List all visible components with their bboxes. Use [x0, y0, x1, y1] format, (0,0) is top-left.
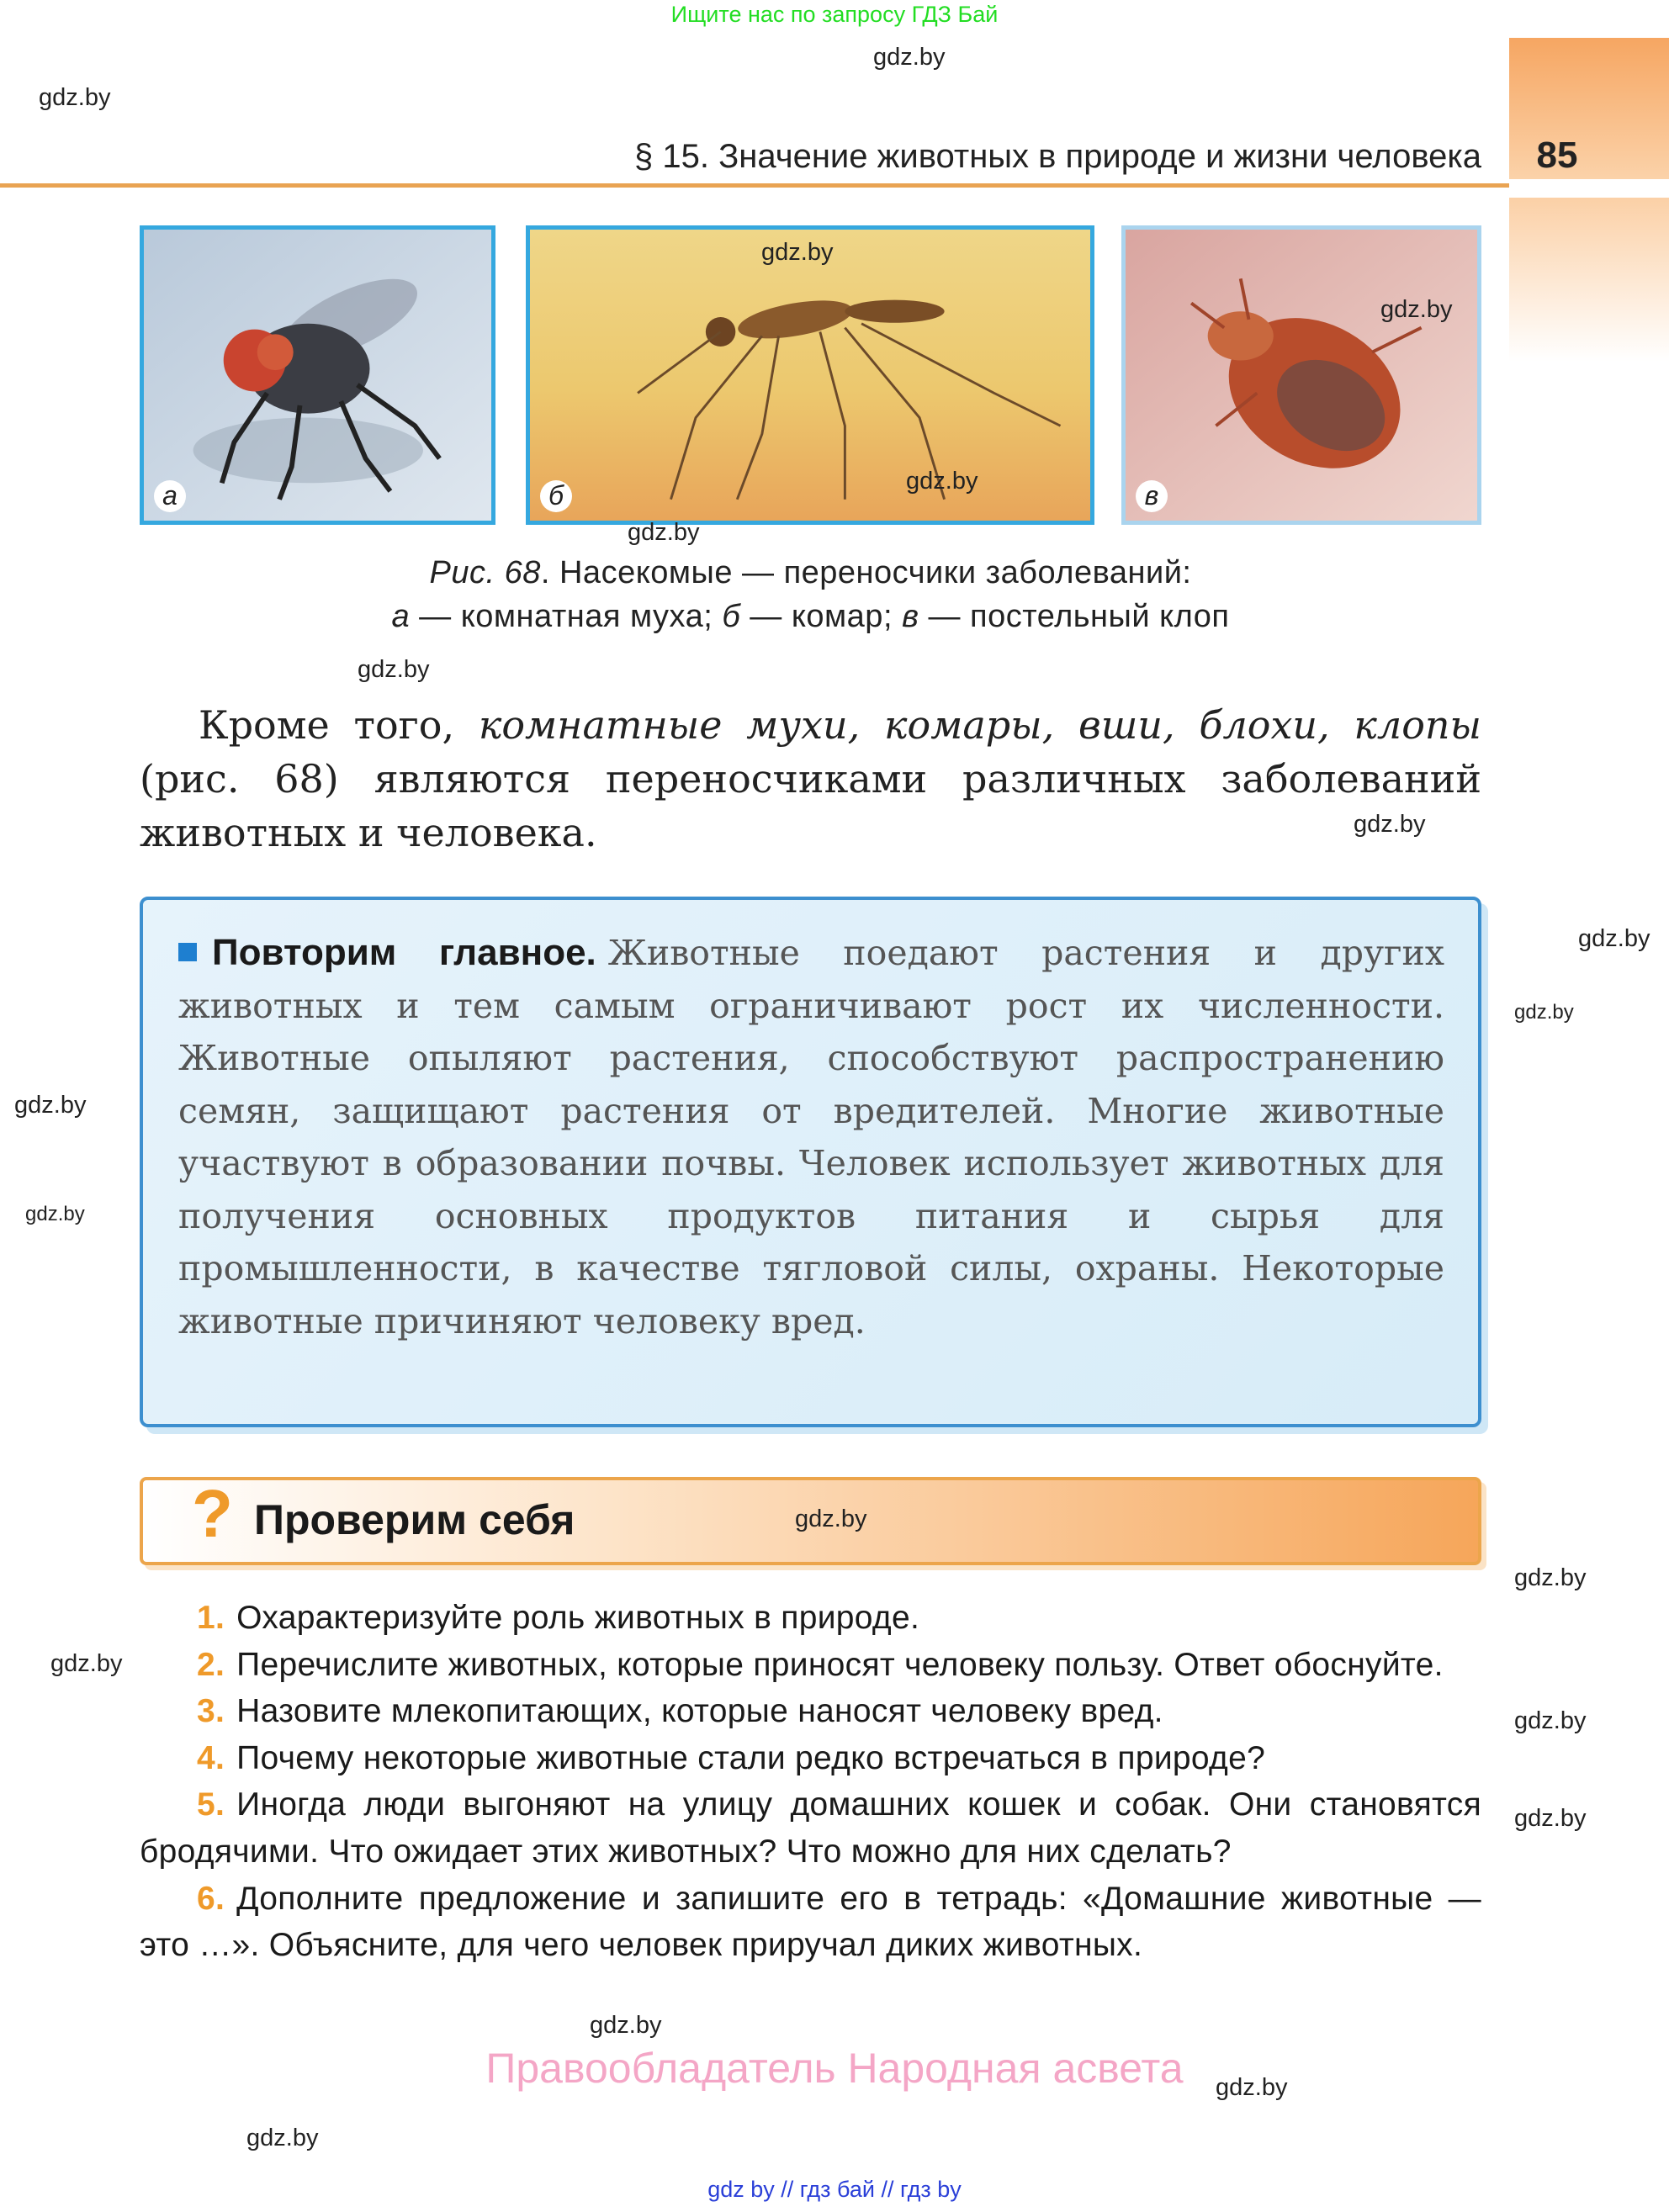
- watermark: gdz.by: [50, 1650, 123, 1677]
- question-number: 5.: [197, 1786, 225, 1823]
- page-number: 85: [1536, 135, 1578, 176]
- watermark: gdz.by: [14, 1092, 87, 1119]
- caption-item: — постельный клоп: [919, 599, 1230, 634]
- paragraph-text: (рис. 68) являются переносчиками различных заболеваний животных и человека.: [140, 756, 1481, 855]
- square-bullet-icon: [178, 943, 197, 961]
- watermark: gdz.by: [1514, 1707, 1587, 1734]
- question-item: [140, 1595, 1481, 1642]
- question-text: Дополните предложение и запишите его в тетрадь: «Домашние животные — это …». Объясните, для чего человек приручал диких животных.: [140, 1880, 1481, 1964]
- figure-label: б: [540, 480, 572, 512]
- question-text: Почему некоторые животные стали редко встречаться в природе?: [236, 1739, 1266, 1776]
- question-number: 1.: [197, 1600, 225, 1636]
- figure-caption-line-1: [140, 555, 1481, 591]
- caption-letter: б: [722, 599, 741, 634]
- search-hint-banner: Ищите нас по запросу ГДЗ Бай: [670, 2, 999, 27]
- question-item: [140, 1781, 1481, 1875]
- watermark: gdz.by: [1514, 1805, 1587, 1832]
- watermark: gdz.by: [1380, 296, 1453, 323]
- question-text: Перечислите животных, которые приносят человеку пользу. Ответ обоснуйте.: [236, 1646, 1444, 1683]
- watermark: gdz.by: [761, 239, 834, 266]
- fly-image: [144, 230, 491, 521]
- caption-item: — комнатная муха;: [410, 599, 723, 634]
- bottom-links[interactable]: gdz by // гдз бай // гдз by: [707, 2177, 962, 2202]
- question-number: 4.: [197, 1739, 225, 1776]
- bedbug-image: [1126, 230, 1477, 521]
- paragraph-text: Кроме того,: [199, 702, 479, 748]
- question-text: Охарактеризуйте роль животных в природе.: [236, 1600, 920, 1636]
- watermark: gdz.by: [906, 468, 978, 495]
- summary-title: Повторим главное.: [212, 932, 596, 973]
- question-item: [140, 1876, 1481, 1969]
- watermark: gdz.by: [1578, 925, 1650, 952]
- watermark: gdz.by: [795, 1506, 867, 1532]
- question-number: 3.: [197, 1693, 225, 1730]
- figure-fly: [140, 225, 495, 525]
- page-tab-fade: [1509, 198, 1669, 362]
- self-check-title: Проверим себя: [254, 1496, 575, 1543]
- question-item: [140, 1642, 1481, 1689]
- question-mark-icon: ?: [192, 1476, 233, 1551]
- watermark: gdz.by: [1216, 2074, 1288, 2101]
- caption-title: . Насекомые — переносчики заболеваний:: [540, 555, 1192, 590]
- watermark: gdz.by: [1514, 1564, 1587, 1591]
- question-number: 2.: [197, 1646, 225, 1683]
- caption-item: — комар;: [740, 599, 903, 634]
- body-paragraph: [140, 698, 1481, 860]
- mosquito-image: [530, 230, 1090, 521]
- question-text: Иногда люди выгоняют на улицу домашних кошек и собак. Они становятся бродячими. Что ожидает этих животных? Что можно для них сделать?: [140, 1786, 1481, 1870]
- watermark: gdz.by: [873, 44, 946, 71]
- figure-label: а: [154, 480, 186, 512]
- question-number: 6.: [197, 1880, 225, 1917]
- section-title: § 15. Значение животных в природе и жизни человека: [634, 138, 1481, 175]
- caption-prefix: Рис. 68: [429, 555, 541, 590]
- watermark: gdz.by: [25, 1203, 85, 1225]
- watermark: gdz.by: [39, 84, 111, 111]
- watermark: gdz.by: [1354, 811, 1426, 838]
- figure-mosquito: [526, 225, 1094, 525]
- figure-label: в: [1136, 480, 1168, 512]
- summary-text: Животные поедают растения и других животных и тем самым ограничивают рост их численности. Животные опыляют растения, способствуют распространению семян, защищают растения от вредителей. Многие животные участвуют в образовании почвы. Человек использует животных для получения основных продуктов питания и сырья для промышленности, в качестве тягловой силы, охраны. Некоторые животные причиняют человеку вред.: [178, 933, 1444, 1341]
- question-list: [140, 1595, 1481, 1969]
- watermark: gdz.by: [246, 2125, 319, 2151]
- caption-letter: а: [391, 599, 411, 634]
- watermark: gdz.by: [590, 2012, 662, 2039]
- caption-letter: в: [902, 599, 919, 634]
- watermark: gdz.by: [1514, 1001, 1574, 1024]
- figure-bedbug: [1121, 225, 1481, 525]
- question-item: [140, 1735, 1481, 1782]
- figure-caption-line-2: [140, 599, 1481, 635]
- header-divider: [0, 183, 1509, 188]
- question-text: Назовите млекопитающих, которые наносят человеку вред.: [236, 1693, 1163, 1730]
- summary-box: [140, 897, 1481, 1427]
- paragraph-emphasis: комнатные мухи, комары, вши, блохи, клопы: [478, 702, 1481, 748]
- watermark: gdz.by: [628, 519, 700, 546]
- copyright-notice: Правообладатель Народная асвета: [485, 2045, 1184, 2092]
- question-item: [140, 1688, 1481, 1735]
- watermark: gdz.by: [358, 656, 430, 683]
